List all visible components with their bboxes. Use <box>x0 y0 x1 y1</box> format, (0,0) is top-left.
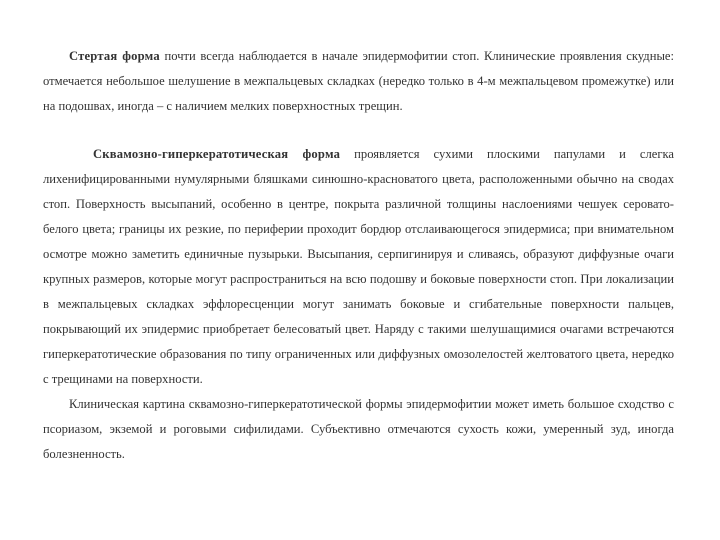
paragraph-clinical-picture <box>43 392 674 467</box>
term-squamous-hyperkeratotic-form: Сквамозно-гиперкератотическая форма <box>93 147 341 161</box>
document-body <box>43 44 674 467</box>
paragraph-erased-form-text: почти всегда наблюдается в начале эпидермофитии стоп. Клинические проявления скудные: отмечается небольшое шелушение в межпальцевых складках (нередко только в 4-м межпальцевом промежутке) или на подошвах, иногда – с наличием мелких поверхностных трещин. <box>43 49 674 113</box>
paragraph-squamous-hyperkeratotic-form <box>43 142 674 392</box>
term-erased-form: Стертая форма <box>69 49 160 63</box>
paragraph-squamous-hyperkeratotic-form-text: проявляется сухими плоскими папулами и слегка лихенифицированными нумулярными бляшками синюшно-красноватого цвета, расположенными обычно на сводах стоп. Поверхность высыпаний, особенно в центре, покрыта различной толщины наслоениями чешуек серовато-белого цвета; границы их резкие, по периферии проходит бордюр отслаивающегося эпидермиса; при внимательном осмотре можно заметить единичные пузырьки. Высыпания, серпигинируя и сливаясь, образуют диффузные очаги крупных размеров, которые могут распространиться на всю подошву и боковые поверхности стоп. При локализации в межпальцевых складках эффлоресценции могут занимать боковые и сгибательные поверхности пальцев, покрывающий их эпидермис приобретает белесоватый цвет. Наряду с такими шелушащимися очагами встречаются гиперкератотические образования по типу ограниченных или диффузных омозолелостей желтоватого цвета, нередко с трещинами на поверхности. <box>43 147 675 386</box>
paragraph-erased-form <box>43 44 674 119</box>
paragraph-clinical-picture-text: Клиническая картина сквамозно-гиперкератотической формы эпидермофитии может иметь большое сходство с псориазом, экземой и роговыми сифилидами. Субъективно отмечаются сухость кожи, умеренный зуд, иногда болезненность. <box>43 397 674 461</box>
